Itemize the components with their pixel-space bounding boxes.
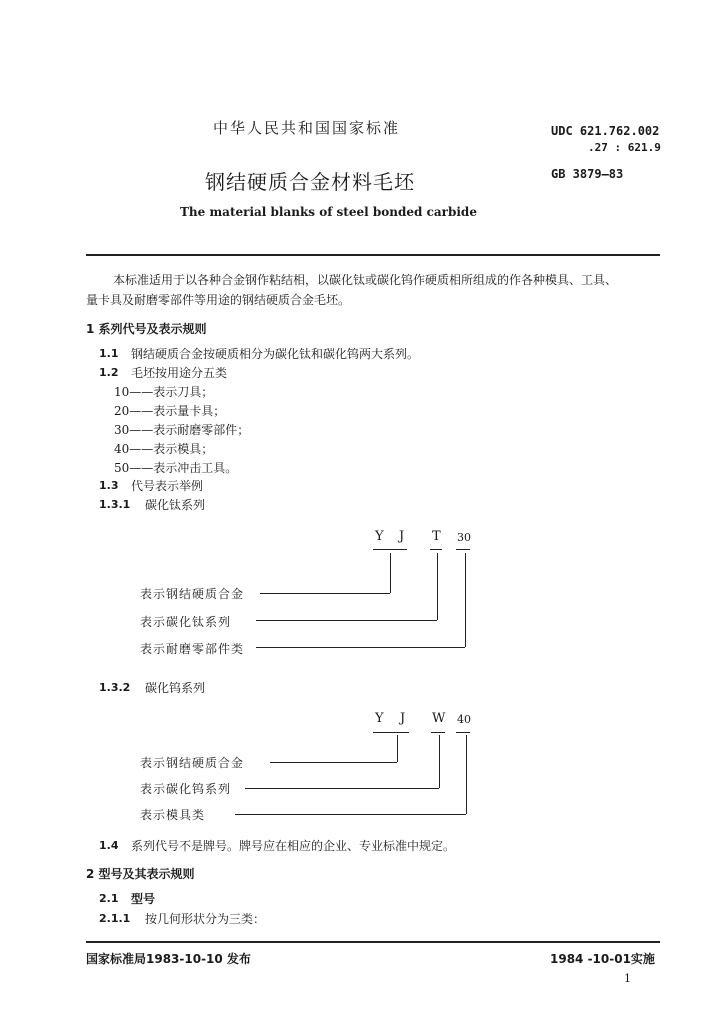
- clause-2-1-number: 2.1: [99, 892, 119, 905]
- code-letter-y: Y: [375, 711, 384, 726]
- clause-1-2-text: 毛坯按用途分五类: [131, 366, 228, 380]
- dash: ——: [129, 385, 154, 399]
- code-letter-t: T: [432, 529, 441, 544]
- clause-2-1-1-text: 按几何形状分为三类：: [145, 912, 266, 926]
- standard-title: 中华人民共和国国家标准: [213, 119, 401, 137]
- clause-1-1-number: 1.1: [99, 347, 119, 360]
- usage-desc: 表示量卡具；: [153, 404, 226, 418]
- clause-1-4-text: 系列代号不是牌号。牌号应在相应的企业、专业标准中规定。: [131, 839, 456, 853]
- diagram-label: 表示钢结硬质合金: [140, 756, 245, 770]
- clause-1-3-1-number: 1.3.1: [99, 498, 131, 511]
- intro-line-2: 量卡具及耐磨零部件等用途的钢结硬质合金毛坯。: [86, 293, 351, 307]
- connector-line: [256, 620, 437, 621]
- section-1-heading: 1 系列代号及表示规则: [86, 322, 207, 336]
- clause-1-4-number: 1.4: [99, 839, 119, 852]
- title-en: The material blanks of steel bonded carbide: [180, 205, 477, 219]
- clause-1-3-2-text: 碳化钨系列: [145, 681, 206, 695]
- list-item: [114, 383, 213, 400]
- connector-line: [235, 814, 466, 815]
- usage-desc: 表示刀具；: [153, 385, 214, 399]
- clause-1-3-number: 1.3: [99, 479, 119, 492]
- connector-line: [465, 553, 466, 647]
- page-number: 1: [624, 972, 631, 985]
- diagram-label: 表示碳化钛系列: [140, 615, 232, 629]
- code-letter-j: J: [400, 711, 406, 726]
- code-number: 30: [457, 531, 471, 544]
- udc-line-2: .27 : 621.9: [588, 141, 661, 154]
- intro-line-1: 本标准适用于以各种合金钢作粘结相，以碳化钛或碳化钨作硬质相所组成的作各种模具、工具、: [113, 273, 618, 287]
- connector-line: [466, 735, 467, 814]
- usage-code: 10: [114, 385, 130, 399]
- usage-code: 30: [114, 423, 130, 437]
- clause-1-3-1-text: 碳化钛系列: [145, 498, 206, 512]
- usage-desc: 表示模具；: [153, 442, 214, 456]
- usage-desc: 表示耐磨零部件；: [153, 423, 250, 437]
- section-2-heading: 2 型号及其表示规则: [86, 867, 195, 881]
- header-divider: [86, 254, 660, 256]
- clause-1-3-text: 代号表示举例: [131, 479, 204, 493]
- connector-line: [260, 593, 390, 594]
- usage-code: 50: [114, 461, 130, 475]
- clause-2-1-1-number: 2.1.1: [99, 912, 131, 925]
- code-letter-j: J: [399, 529, 405, 544]
- connector-line: [397, 735, 398, 762]
- footer-divider: [86, 941, 660, 943]
- underline: [456, 549, 470, 550]
- connector-line: [439, 735, 440, 788]
- code-letter-y: Y: [375, 529, 384, 544]
- code-letter-w: W: [432, 711, 446, 726]
- list-item: [114, 421, 249, 438]
- udc-line-1: UDC 621.762.002: [551, 124, 660, 138]
- connector-line: [245, 788, 439, 789]
- connector-line: [390, 553, 391, 593]
- clause-1-3-2-number: 1.3.2: [99, 681, 131, 694]
- underline: [431, 732, 445, 733]
- list-item: [114, 402, 225, 419]
- dash: ——: [129, 404, 154, 418]
- effective-date: 1984 -10-01实施: [550, 952, 655, 966]
- dash: ——: [129, 423, 154, 437]
- clause-2-1-text: 型号: [131, 892, 156, 906]
- diagram-label: 表示耐磨零部件类: [140, 642, 245, 656]
- diagram-label: 表示钢结硬质合金: [140, 587, 245, 601]
- diagram-label: 表示碳化钨系列: [140, 782, 232, 796]
- connector-line: [256, 647, 465, 648]
- underline: [373, 549, 407, 550]
- dash: ——: [129, 442, 154, 456]
- gb-number: GB 3879—83: [551, 167, 624, 181]
- issue-date: 国家标准局1983-10-10 发布: [86, 952, 251, 966]
- diagram-label: 表示模具类: [140, 808, 206, 822]
- underline: [430, 549, 442, 550]
- clause-1-2-number: 1.2: [99, 366, 119, 379]
- usage-code: 20: [114, 404, 130, 418]
- dash: ——: [129, 461, 154, 475]
- connector-line: [437, 553, 438, 620]
- underline: [456, 732, 470, 733]
- code-number: 40: [457, 713, 471, 726]
- usage-desc: 表示冲击工具。: [153, 461, 238, 475]
- clause-1-1-text: 钢结硬质合金按硬质相分为碳化钛和碳化钨两大系列。: [131, 347, 420, 361]
- underline: [373, 732, 409, 733]
- connector-line: [270, 762, 397, 763]
- title-cn: 钢结硬质合金材料毛坯: [205, 170, 415, 194]
- list-item: [114, 440, 213, 457]
- usage-code: 40: [114, 442, 130, 456]
- list-item: [114, 459, 237, 476]
